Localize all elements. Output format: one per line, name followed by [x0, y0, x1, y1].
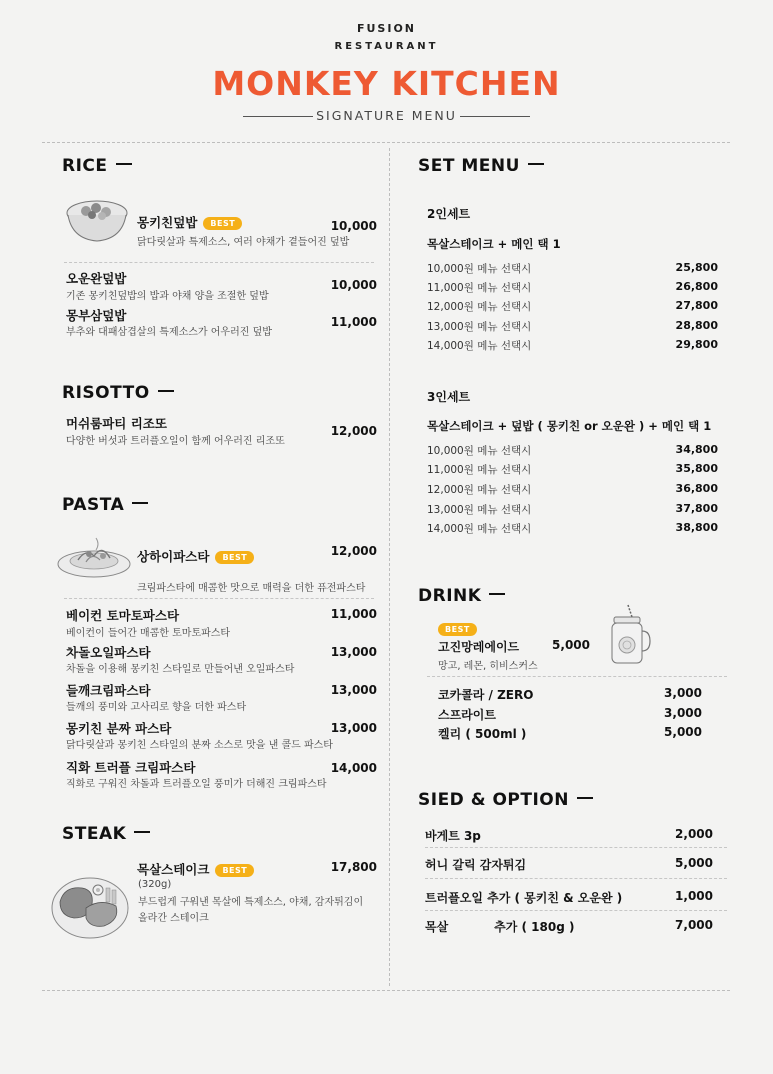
set-option-label: 13,000원 메뉴 선택시 [427, 321, 532, 333]
side-item-price: 1,000 [675, 889, 713, 903]
rice-item-price: 10,000 [330, 278, 377, 292]
set-option-price: 27,800 [675, 299, 718, 312]
set-option-label: 13,000원 메뉴 선택시 [427, 504, 532, 516]
rice-item-name: 오운완덮밥 [66, 271, 127, 286]
rice-bowl-image [64, 195, 130, 243]
side-item-name: 목살 추가 ( 180g ) [425, 920, 575, 934]
pasta-item-name: 들깨크림파스타 [66, 683, 151, 698]
drink-item-name: 스프라이트 [438, 708, 496, 722]
set-option-label: 12,000원 메뉴 선택시 [427, 301, 532, 313]
drink-item-name: 켈리 ( 500ml ) [438, 727, 527, 741]
pasta-item-name: 직화 트러플 크림파스타 [66, 760, 196, 775]
drink-featured-price: 5,000 [552, 638, 590, 652]
drink-section-title: DRINK [418, 586, 505, 606]
rice-section-title: RICE [62, 156, 132, 176]
drink-item-price: 3,000 [664, 706, 702, 720]
pasta-item-price: 13,000 [330, 721, 377, 735]
drink-divider [427, 676, 727, 677]
pasta-section-title: PASTA [62, 495, 148, 515]
subtitle-rule-right [460, 116, 530, 117]
side-divider [425, 847, 727, 848]
best-badge: BEST [215, 864, 254, 877]
pasta-divider [64, 598, 374, 599]
pasta-item-name: 상하이파스타 BEST [137, 547, 254, 565]
set-option-price: 28,800 [675, 319, 718, 332]
steak-section-title: STEAK [62, 824, 150, 844]
set-option-label: 12,000원 메뉴 선택시 [427, 484, 532, 496]
rice-item-price: 10,000 [330, 219, 377, 233]
drink-item-price: 5,000 [664, 725, 702, 739]
set-name: 3인세트 [427, 390, 471, 404]
rice-item-price: 11,000 [330, 315, 377, 329]
drink-featured-desc: 망고, 레몬, 히비스커스 [438, 661, 538, 672]
side-item-price: 2,000 [675, 827, 713, 841]
set-option-price: 38,800 [675, 521, 718, 534]
steak-item-price: 17,800 [330, 860, 377, 874]
set-subtitle: 목살스테이크 + 덮밥 ( 몽키친 or 오운완 ) + 메인 택 1 [427, 419, 712, 433]
side-item-price: 7,000 [675, 918, 713, 932]
pasta-item-name: 차돌오일파스타 [66, 645, 151, 660]
pasta-item-name: 몽키친 분짜 파스타 [66, 721, 172, 736]
best-badge: BEST [438, 623, 477, 636]
risotto-item-price: 12,000 [330, 424, 377, 438]
best-badge: BEST [215, 551, 254, 564]
fusion-label: FUSION [356, 22, 417, 35]
set-option-price: 26,800 [675, 280, 718, 293]
set-option-price: 36,800 [675, 482, 718, 495]
drink-jar-image [608, 603, 652, 667]
set-option-price: 37,800 [675, 502, 718, 515]
side-divider [425, 910, 727, 911]
side-item-price: 5,000 [675, 856, 713, 870]
set-subtitle: 목살스테이크 + 메인 택 1 [427, 237, 561, 251]
rice-item-name: 몽부삼덮밥 [66, 308, 127, 323]
rice-item-desc: 부추와 대패삼겹살의 특제소스가 어우러진 덮밥 [66, 327, 272, 338]
risotto-section-title: RISOTTO [62, 383, 174, 403]
pasta-item-desc: 크림파스타에 매콤한 맛으로 매력을 더한 퓨전파스타 [137, 583, 366, 594]
set-option-price: 34,800 [675, 443, 718, 456]
set-option-label: 14,000원 메뉴 선택시 [427, 523, 532, 535]
steak-item-desc-2: 올라간 스테이크 [138, 913, 209, 924]
steak-item-desc: 부드럽게 구워낸 목살에 특제소스, 야채, 감자튀김이 [138, 897, 364, 908]
pasta-item-price: 11,000 [330, 607, 377, 621]
set-option-price: 29,800 [675, 338, 718, 351]
drink-featured-name: 고진망레에이드 [438, 640, 520, 654]
pasta-item-price: 13,000 [330, 645, 377, 659]
column-divider [389, 148, 390, 986]
pasta-item-price: 13,000 [330, 683, 377, 697]
set-menu-section-title: SET MENU [418, 156, 544, 176]
drink-item-price: 3,000 [664, 686, 702, 700]
set-option-price: 25,800 [675, 261, 718, 274]
set-option-label: 11,000원 메뉴 선택시 [427, 464, 532, 476]
set-option-price: 35,800 [675, 462, 718, 475]
side-item-name: 트러플오일 추가 ( 몽키친 & 오운완 ) [425, 891, 623, 905]
risotto-item-name: 머쉬룸파티 리조또 [66, 416, 167, 431]
pasta-item-desc: 베이컨이 들어간 매콤한 토마토파스타 [66, 628, 231, 639]
best-badge: BEST [203, 217, 242, 230]
pasta-item-desc: 차돌을 이용해 몽키친 스타일로 만들어낸 오일파스타 [66, 664, 295, 675]
pasta-item-name: 베이컨 토마토파스타 [66, 608, 180, 623]
steak-item-name: 목살스테이크 BEST [137, 860, 254, 878]
sides-section-title: SIED & OPTION [418, 790, 593, 810]
rice-item-desc: 닭다릿살과 특제소스, 여러 야채가 곁들어진 덮밥 [137, 237, 350, 248]
subtitle: SIGNATURE MENU [316, 108, 457, 123]
rice-divider [64, 262, 374, 263]
set-name: 2인세트 [427, 207, 471, 221]
pasta-item-price: 12,000 [330, 544, 377, 558]
pasta-plate-image [56, 534, 132, 580]
pasta-item-desc: 직화로 구워진 차돌과 트러플오일 풍미가 더해진 크림파스타 [66, 779, 327, 790]
steak-item-weight: (320g) [138, 879, 172, 890]
drink-best-badge [438, 617, 477, 636]
side-divider [425, 878, 727, 879]
pasta-item-price: 14,000 [330, 761, 377, 775]
steak-plate-image [50, 872, 130, 942]
set-option-label: 10,000원 메뉴 선택시 [427, 445, 532, 457]
set-option-label: 11,000원 메뉴 선택시 [427, 282, 532, 294]
brand-title: MONKEY KITCHEN [212, 64, 561, 103]
rice-item-name: 몽키친덮밥 BEST [137, 213, 242, 231]
bottom-divider [42, 990, 730, 991]
pasta-item-desc: 들깨의 풍미와 고사리로 향을 더한 파스타 [66, 702, 247, 713]
drink-item-name: 코카콜라 / ZERO [438, 688, 534, 702]
side-item-name: 허니 갈릭 감자튀김 [425, 858, 527, 872]
set-option-label: 14,000원 메뉴 선택시 [427, 340, 532, 352]
top-divider [42, 142, 730, 143]
rice-item-desc: 기존 몽키친덮밥의 밥과 야채 양을 조절한 덮밥 [66, 291, 269, 302]
side-item-name: 바게트 3p [425, 829, 481, 843]
pasta-item-desc: 닭다릿살과 몽키친 스타일의 분짜 소스로 맛을 낸 콜드 파스타 [66, 740, 333, 751]
set-option-label: 10,000원 메뉴 선택시 [427, 263, 532, 275]
risotto-item-desc: 다양한 버섯과 트러플오일이 함께 어우러진 리조또 [66, 436, 285, 447]
restaurant-label: RESTAURANT [334, 41, 439, 52]
